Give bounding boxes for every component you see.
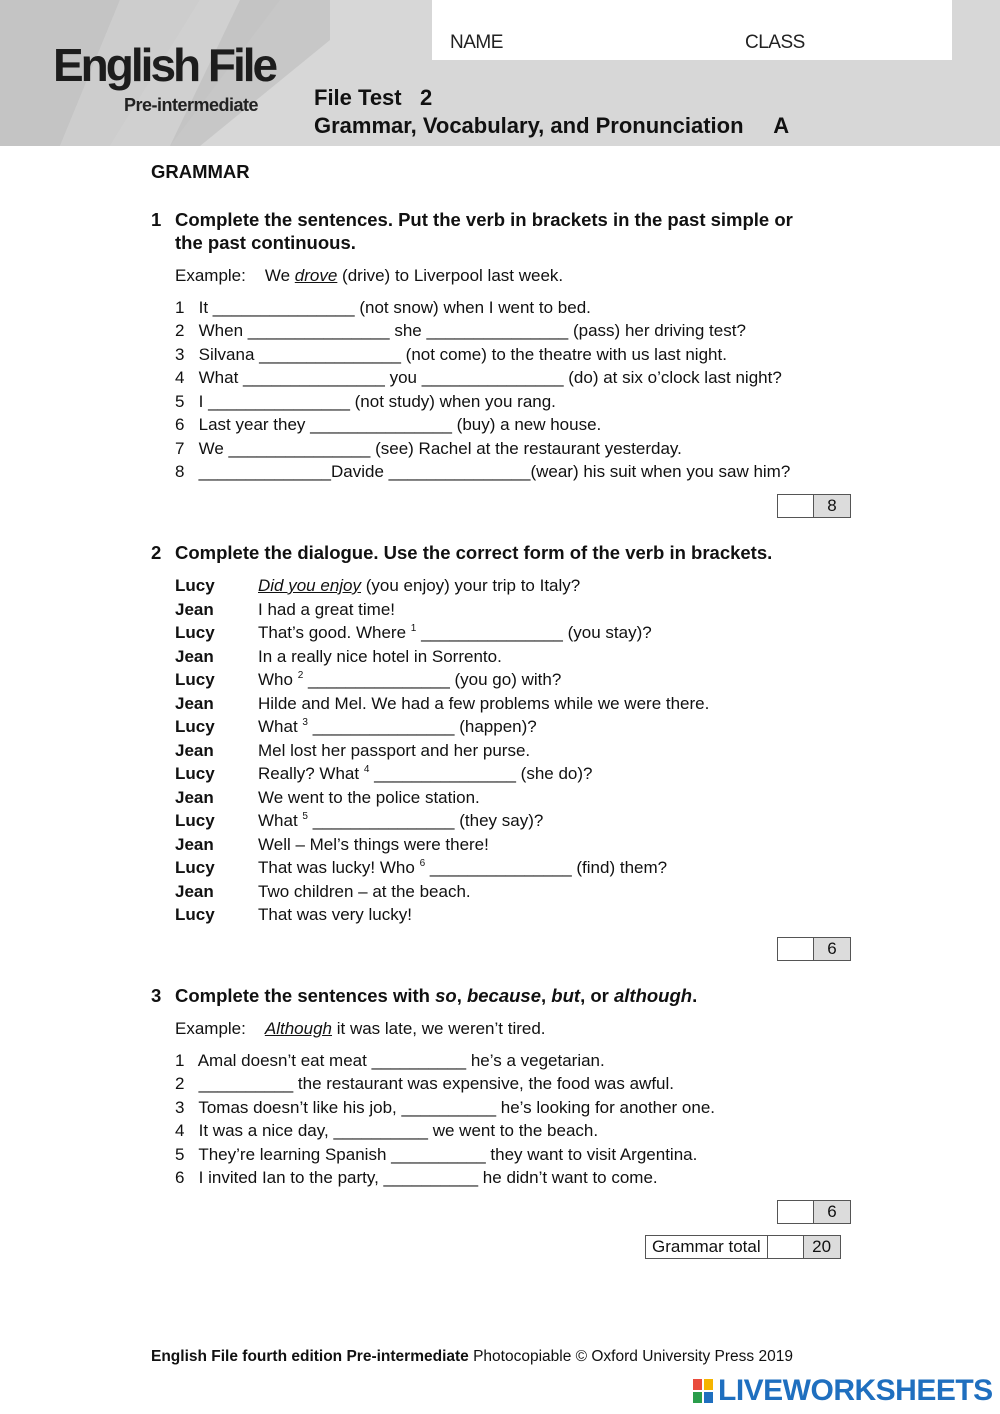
section1-example [175, 266, 563, 286]
section3-max-score: 6 [814, 1201, 850, 1223]
list-item[interactable]: 2 __________ the restaurant was expensive, the food was awful. [175, 1074, 675, 1093]
section1-max-score: 8 [814, 495, 850, 517]
list-item[interactable]: 3 Tomas doesn’t like his job, __________ he’s looking for another one. [175, 1098, 715, 1117]
section1-score-box [777, 494, 851, 518]
dialogue-line: Two children – at the beach. [258, 882, 471, 901]
example-post: (drive) to Liverpool last week. [337, 266, 564, 285]
speaker: Lucy [175, 811, 215, 830]
section3-number: 3 [151, 985, 162, 1006]
section3-instruction: Complete the sentences with so, because, but, or although. [175, 985, 698, 1006]
section1-instruction-line2: the past continuous. [175, 232, 356, 253]
list-item[interactable]: 6 I invited Ian to the party, __________ he didn’t want to come. [175, 1168, 658, 1187]
liveworksheets-logo-icon [692, 1378, 714, 1404]
section2-max-score: 6 [814, 938, 850, 960]
grammar-total-box [645, 1235, 841, 1259]
list-item[interactable]: 1 It _______________ (not snow) when I went to bed. [175, 298, 591, 317]
dialogue-line: We went to the police station. [258, 788, 480, 807]
speaker: Jean [175, 788, 214, 807]
grammar-total-max: 20 [804, 1236, 840, 1258]
grammar-total-label: Grammar total [646, 1236, 768, 1258]
example-pre: We [264, 266, 295, 285]
name-class-box [432, 0, 952, 60]
class-label: CLASS [745, 32, 805, 53]
dialogue-line: Well – Mel’s things were there! [258, 835, 489, 854]
speaker: Lucy [175, 905, 215, 924]
list-item[interactable]: 5 They’re learning Spanish __________ they want to visit Argentina. [175, 1145, 698, 1164]
list-item[interactable]: 8 ______________Davide _______________(wear) his suit when you saw him? [175, 462, 791, 481]
score-input[interactable] [778, 495, 814, 517]
list-item[interactable]: 7 We _______________ (see) Rachel at the restaurant yesterday. [175, 439, 682, 458]
dialogue-line[interactable]: What $^3$ _______________ (happen)? [258, 717, 537, 736]
dialogue-line[interactable]: That’s good. Where $^1$ _______________ (you stay)? [258, 623, 652, 642]
dialogue-line: In a really nice hotel in Sorrento. [258, 647, 502, 666]
test-subtitle: Grammar, Vocabulary, and Pronunciation A [314, 113, 790, 138]
dialogue-line: That was very lucky! [258, 905, 412, 924]
score-input[interactable] [778, 938, 814, 960]
speaker: Jean [175, 835, 214, 854]
speaker: Jean [175, 647, 214, 666]
list-item[interactable]: 1 Amal doesn’t eat meat __________ he’s a vegetarian. [175, 1051, 605, 1070]
grammar-heading: GRAMMAR [151, 161, 250, 182]
list-item[interactable]: 3 Silvana _______________ (not come) to the theatre with us last night. [175, 345, 727, 364]
section2-instruction: Complete the dialogue. Use the correct form of the verb in brackets. [175, 542, 773, 563]
speaker: Jean [175, 882, 214, 901]
speaker: Jean [175, 600, 214, 619]
page-header [0, 0, 1000, 146]
speaker: Lucy [175, 623, 215, 642]
speaker: Lucy [175, 576, 215, 595]
name-label: NAME [450, 32, 503, 53]
speaker: Lucy [175, 717, 215, 736]
list-item[interactable]: 4 It was a nice day, __________ we went to the beach. [175, 1121, 599, 1140]
score-input[interactable] [778, 1201, 814, 1223]
liveworksheets-wordmark: LIVEWORKSHEETS [718, 1374, 993, 1407]
list-item[interactable]: 2 When _______________ she _______________ (pass) her driving test? [175, 321, 746, 340]
dialogue-line: Hilde and Mel. We had a few problems while we were there. [258, 694, 710, 713]
list-item[interactable]: 4 What _______________ you _______________ (do) at six o’clock last night? [175, 368, 782, 387]
section1-number: 1 [151, 209, 162, 230]
speaker: Lucy [175, 764, 215, 783]
liveworksheets-brand [692, 1374, 993, 1408]
speaker: Lucy [175, 858, 215, 877]
dialogue-line[interactable]: Really? What $^4$ _______________ (she do)? [258, 764, 593, 783]
example-answer: Although [264, 1019, 332, 1038]
dialogue-line[interactable]: That was lucky! Who $^6$ _______________ (find) them? [258, 858, 668, 877]
logo-title: English File [53, 39, 276, 91]
test-title: File Test 2 [314, 85, 433, 110]
section2-score-box [777, 937, 851, 961]
example-answer: drove [294, 266, 338, 285]
example-label: Example: [175, 266, 246, 285]
section3-example: Example: Although it was late, we weren’t tired. [175, 1019, 546, 1038]
section3-score-box [777, 1200, 851, 1224]
speaker: Lucy [175, 670, 215, 689]
dialogue-line: I had a great time! [258, 600, 396, 619]
speaker: Jean [175, 694, 214, 713]
dialogue-line: Mel lost her passport and her purse. [258, 741, 531, 760]
logo-subtitle: Pre-intermediate [124, 95, 259, 115]
footer-copyright: English File fourth edition Pre-intermediate Photocopiable © Oxford University Press 2019 [151, 1348, 793, 1365]
grammar-total-input[interactable] [768, 1236, 804, 1258]
speaker: Jean [175, 741, 214, 760]
list-item[interactable]: 6 Last year they _______________ (buy) a new house. [175, 415, 602, 434]
dialogue-line[interactable]: Who $^2$ _______________ (you go) with? [258, 670, 562, 689]
dialogue-line: Did you enjoy (you enjoy) your trip to Italy? [258, 576, 581, 595]
section2-number: 2 [151, 542, 162, 563]
section1-instruction-line1: Complete the sentences. Put the verb in brackets in the past simple or [175, 209, 793, 230]
list-item[interactable]: 5 I _______________ (not study) when you rang. [175, 392, 556, 411]
dialogue-line[interactable]: What $^5$ _______________ (they say)? [258, 811, 544, 830]
